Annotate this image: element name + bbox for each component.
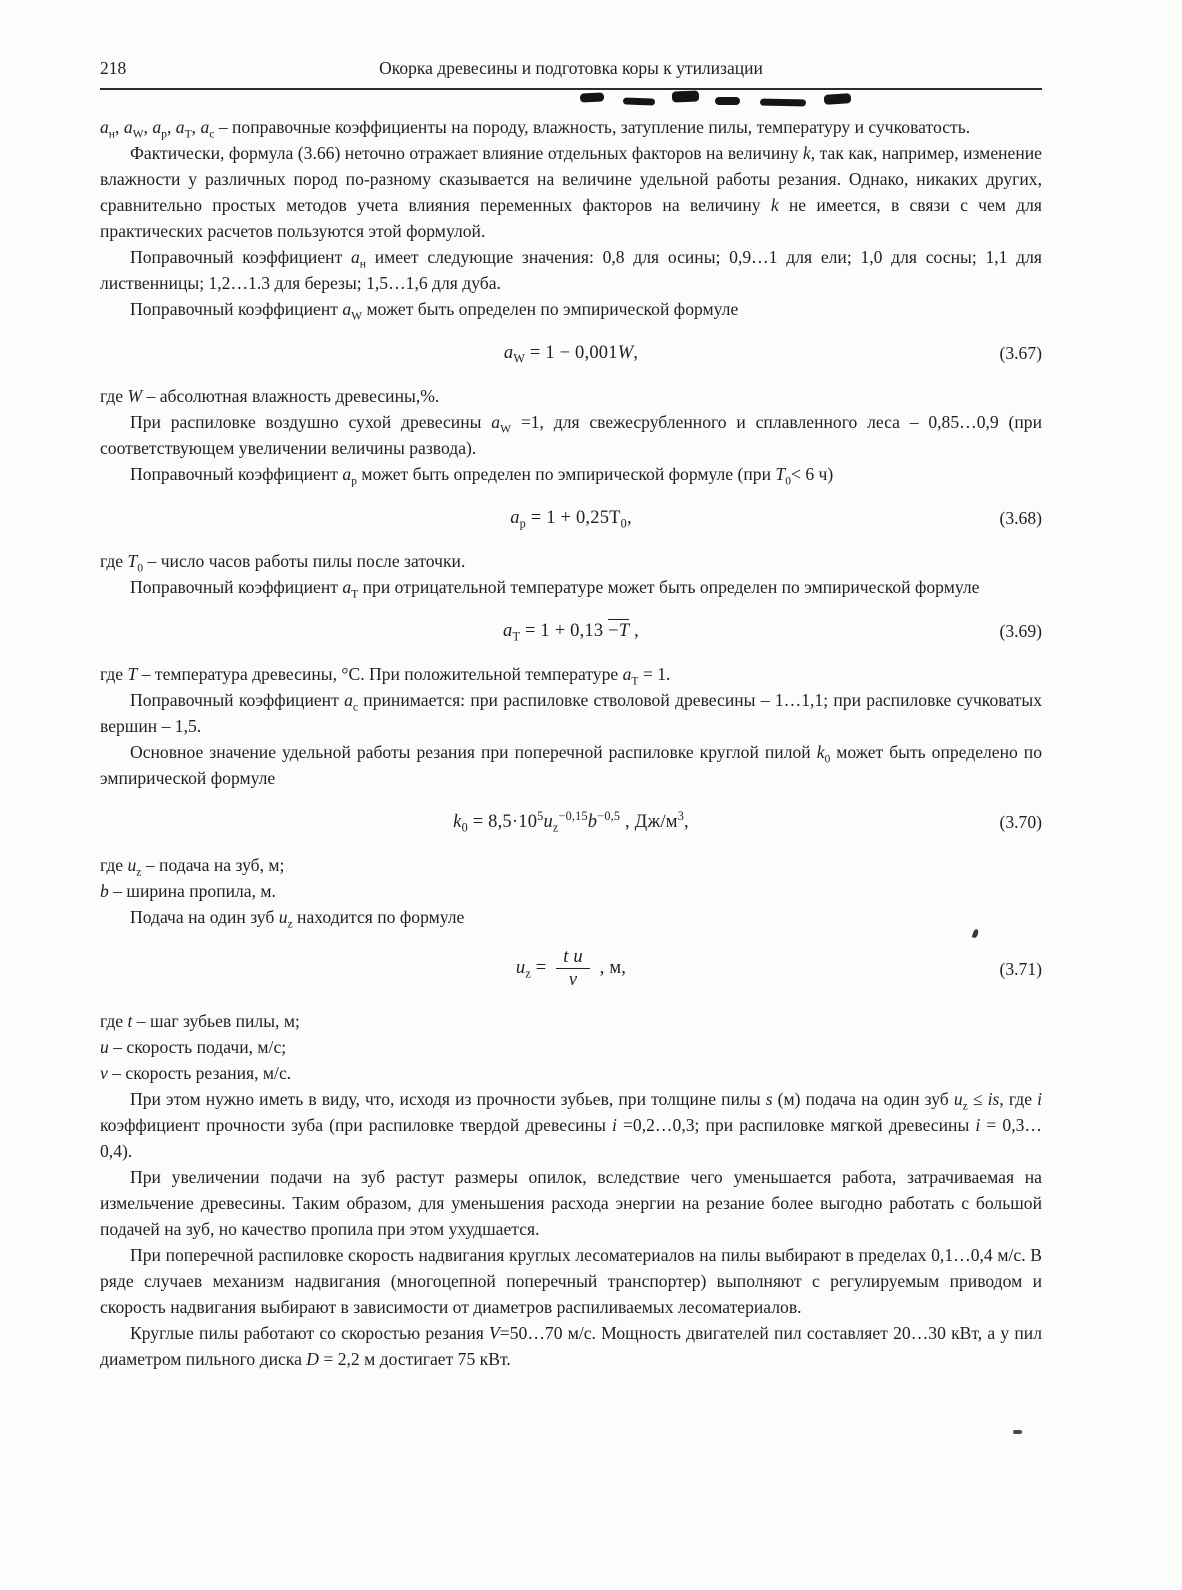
paragraph-coefficient-ac: Поправочный коэффициент $а_с$ принимается: при распиловке стволовой древесины – 1…1,1; при распиловке сучковатых вершин – 1,5. <box>100 690 1042 736</box>
paragraph-uz-intro: Подача на один зуб $u_z$ находится по формуле <box>130 907 465 931</box>
paragraph-circular-saw-power: Круглые пилы работают со скоростью резания V=50…70 м/с. Мощность двигателей пил составляет 20…30 кВт, а у пил диаметром пильного диска D = 2,2 м достигает 75 кВт. <box>100 1322 1042 1369</box>
formula-row-3-70 <box>100 808 1042 835</box>
paragraph-air-dry-wood: При распиловке воздушно сухой древесины $а_W =1$, для свежесрубленного и сплавленного леса – 0,85…0,9 (при соответствующем увеличении величины развода). <box>100 412 1042 458</box>
paragraph-crosscut-feed: При поперечной распиловке скорость надвигания круглых лесоматериалов на пилы выбирают в пределах 0,1…0,4 м/с. В ряде случаев механизм надвигания (многоцепной поперечный транспортер) выполняют с регулируемым приводом и скорость надвигания выбирают в зависимости от диаметров распиливаемых лесоматериалов. <box>100 1244 1042 1317</box>
equation-number-3-71: (3.71) <box>999 958 1042 979</box>
formula-3-71 <box>516 947 626 991</box>
formula-3-70: $k_0 = 8,5\cdot 10^5u_z^{-0,15}b^{-0,5}$ , $Дж/м^3$, <box>453 808 689 835</box>
paragraph-where-t0: где $Т_0$ – число часов работы пилы после заточки. <box>100 551 466 575</box>
fraction-denominator: v <box>568 970 578 991</box>
paragraph-where-feed-speed: u – скорость подачи, м/с; <box>100 1036 287 1057</box>
paragraph-coefficient-at-intro: Поправочный коэффициент $а_Т$ при отрицательной температуре может быть определен по эмпирической формуле <box>130 577 980 601</box>
formula-3-71-rhs: , м, <box>599 958 627 979</box>
paragraph-coefficients-list: $а_н$, $а_W$, $а_р$, $а_Т$, $а_с$ – поправочные коэффициенты на породу, влажность, затупление пилы, температуру и сучковатость. <box>100 117 971 141</box>
equation-number-3-69: (3.69) <box>999 620 1042 641</box>
fraction-numerator: t u <box>556 947 590 969</box>
scan-artifact <box>760 99 806 107</box>
page-header <box>100 58 1042 84</box>
fraction <box>556 947 590 991</box>
formula-row-3-68 <box>100 504 1042 531</box>
paragraph-formula-366-discussion: Фактически, формула (3.66) неточно отражает влияние отдельных факторов на величину k, так как, например, изменение влажности у различных пород по-разному сказывается на величине удельной работы резания. Однако, никаких других, сравнительно простых методов учета влияния переменных факторов на величину k не имеется, в связи с чем для практических расчетов пользуются этой формулой. <box>100 143 1042 241</box>
paragraph-k0-intro: Основное значение удельной работы резания при поперечной распиловке круглой пилой $k_0$ может быть определено по эмпирической формуле <box>100 742 1042 788</box>
paragraph-coefficient-ap-intro: Поправочный коэффициент $а_р$ может быть определен по эмпирической формуле (при $Т_0< 6$ ч) <box>130 464 834 488</box>
paragraph-tooth-strength: При этом нужно иметь в виду, что, исходя из прочности зубьев, при толщине пилы s (м) подача на один зуб $u_z$ ≤ is, где i коэффициент прочности зуба (при распиловке твердой древесины i =0,2…0,3; при распиловке мягкой древесины i = 0,3…0,4). <box>100 1088 1042 1161</box>
paragraph-where-tooth-pitch: где t – шаг зубьев пилы, м; <box>100 1010 300 1031</box>
formula-3-68: $а_р = 1 + 0,25Т_0$, <box>510 508 632 531</box>
header-rule <box>100 88 1042 90</box>
formula-3-69: $а_Т = 1 + 0,13 -Т$ , <box>503 621 639 644</box>
paragraph-where-uz: где $u_z$ – подача на зуб, м; <box>100 855 285 879</box>
paragraph-where-w: где W – абсолютная влажность древесины,%. <box>100 386 440 406</box>
formula-3-71-lhs: $u_z$ = <box>515 958 547 981</box>
scan-artifact <box>1013 1430 1022 1434</box>
equation-number-3-70: (3.70) <box>999 811 1042 832</box>
running-title: Окорка древесины и подготовка коры к утилизации <box>379 58 763 78</box>
paragraph-coefficient-aw-intro: Поправочный коэффициент $а_W$ может быть определен по эмпирической формуле <box>130 299 739 323</box>
equation-number-3-68: (3.68) <box>999 507 1042 528</box>
paragraph-where-t: где Т – температура древесины, °С. При положительной температуре $а_Т = 1$. <box>100 664 671 688</box>
formula-row-3-71 <box>100 947 1042 991</box>
paragraph-where-cutting-speed: v – скорость резания, м/с. <box>100 1062 292 1083</box>
page-number: 218 <box>100 58 127 78</box>
paragraph-sawdust-size: При увеличении подачи на зуб растут размеры опилок, вследствие чего уменьшается работа, затрачиваемая на измельчение древесины. Таким образом, для уменьшения расхода энергии на резание более выгодно работать с большой подачей на зуб, но качество пропила при этом ухудшается. <box>100 1166 1042 1239</box>
scan-artifact <box>580 92 604 102</box>
scan-artifact <box>824 93 852 105</box>
formula-3-67: $а_W = 1 - 0,001W$, <box>503 343 639 366</box>
paragraph-coefficient-an-values: Поправочный коэффициент $а_н$ имеет следующие значения: 0,8 для осины; 0,9…1 для ели; 1,0 для сосны; 1,1 для лиственницы; 1,2…1.3 для березы; 1,5…1,6 для дуба. <box>100 247 1043 293</box>
equation-number-3-67: (3.67) <box>999 342 1042 363</box>
scan-artifact <box>672 91 699 103</box>
page-content <box>100 114 1042 1372</box>
scan-artifact <box>715 97 740 105</box>
paragraph-where-b: b – ширина пропила, м. <box>100 881 276 901</box>
formula-row-3-67 <box>100 339 1042 366</box>
scan-artifact <box>623 97 655 105</box>
formula-row-3-69 <box>100 617 1042 644</box>
